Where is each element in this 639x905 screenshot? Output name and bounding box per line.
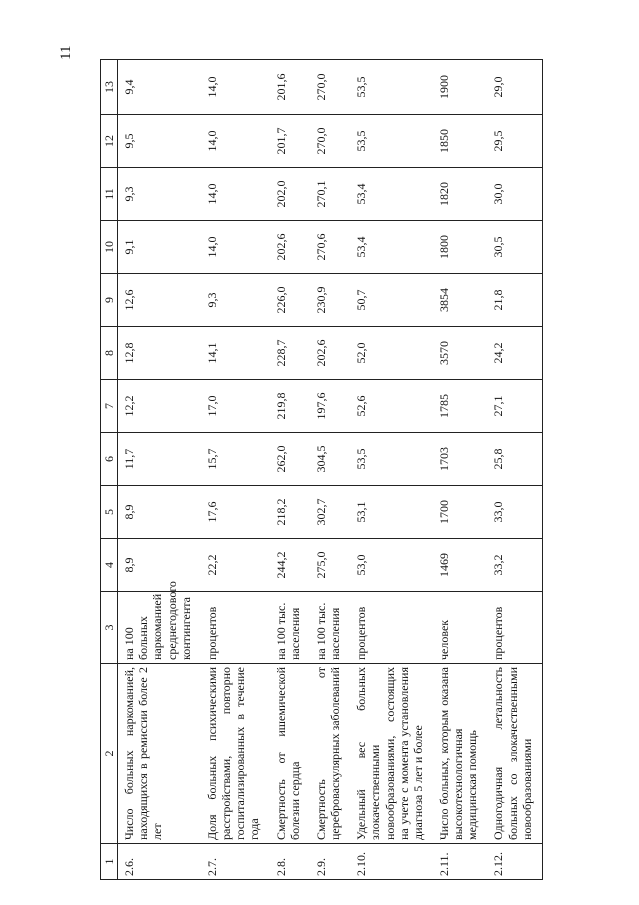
indicator-value: 12,2 bbox=[118, 380, 201, 433]
table-row bbox=[118, 60, 201, 880]
unit-of-measure: на 100 тыс. населения bbox=[270, 592, 310, 664]
unit-of-measure: на 100 тыс. населения bbox=[310, 592, 350, 664]
indicator-value: 25,8 bbox=[487, 433, 542, 486]
column-number-4: 4 bbox=[101, 539, 118, 592]
column-number-8: 8 bbox=[101, 327, 118, 380]
column-number-row bbox=[101, 60, 118, 880]
rotated-table-container bbox=[100, 60, 534, 880]
row-number: 2.9. bbox=[310, 844, 350, 880]
table-row bbox=[201, 60, 270, 880]
column-number-9: 9 bbox=[101, 274, 118, 327]
column-number-2: 2 bbox=[101, 664, 118, 844]
indicator-value: 219,8 bbox=[270, 380, 310, 433]
indicator-value: 52,0 bbox=[350, 327, 433, 380]
indicators-table bbox=[100, 59, 543, 880]
unit-of-measure: процентов bbox=[201, 592, 270, 664]
table-row bbox=[487, 60, 542, 880]
indicator-value: 27,1 bbox=[487, 380, 542, 433]
indicator-value: 197,6 bbox=[310, 380, 350, 433]
indicator-value: 1469 bbox=[433, 539, 487, 592]
unit-of-measure: процентов bbox=[350, 592, 433, 664]
indicator-value: 218,2 bbox=[270, 486, 310, 539]
indicator-value: 53,1 bbox=[350, 486, 433, 539]
indicator-value: 11,7 bbox=[118, 433, 201, 486]
indicator-value: 12,6 bbox=[118, 274, 201, 327]
indicator-value: 304,5 bbox=[310, 433, 350, 486]
unit-of-measure: процентов bbox=[487, 592, 542, 664]
indicator-value: 244,2 bbox=[270, 539, 310, 592]
table-row bbox=[310, 60, 350, 880]
table-row bbox=[433, 60, 487, 880]
indicator-value: 1800 bbox=[433, 221, 487, 274]
indicator-value: 1820 bbox=[433, 168, 487, 221]
indicator-value: 14,0 bbox=[201, 221, 270, 274]
indicator-value: 1700 bbox=[433, 486, 487, 539]
indicator-value: 202,0 bbox=[270, 168, 310, 221]
indicator-value: 33,0 bbox=[487, 486, 542, 539]
indicator-value: 29,5 bbox=[487, 115, 542, 168]
indicator-value: 9,1 bbox=[118, 221, 201, 274]
column-number-7: 7 bbox=[101, 380, 118, 433]
indicator-value: 24,2 bbox=[487, 327, 542, 380]
indicator-value: 3570 bbox=[433, 327, 487, 380]
column-number-6: 6 bbox=[101, 433, 118, 486]
row-number: 2.12. bbox=[487, 844, 542, 880]
indicator-value: 30,5 bbox=[487, 221, 542, 274]
indicator-value: 21,8 bbox=[487, 274, 542, 327]
unit-of-measure: человек bbox=[433, 592, 487, 664]
indicator-name: Одногодичная летальность больных со злокачественными новообразованиями bbox=[487, 664, 542, 844]
indicator-value: 270,0 bbox=[310, 115, 350, 168]
indicator-value: 3854 bbox=[433, 274, 487, 327]
indicator-value: 52,6 bbox=[350, 380, 433, 433]
indicator-value: 53,5 bbox=[350, 433, 433, 486]
column-number-11: 11 bbox=[101, 168, 118, 221]
indicator-name: Смертность от цереброваскулярных заболеваний bbox=[310, 664, 350, 844]
indicator-value: 12,8 bbox=[118, 327, 201, 380]
indicator-value: 14,0 bbox=[201, 115, 270, 168]
table-body bbox=[101, 60, 543, 880]
indicator-name: Удельный вес больных злокачественными новообразованиями, состоящих на учете с момента установления диагноза 5 лет и более bbox=[350, 664, 433, 844]
indicator-value: 50,7 bbox=[350, 274, 433, 327]
indicator-value: 9,3 bbox=[118, 168, 201, 221]
indicator-value: 202,6 bbox=[270, 221, 310, 274]
indicator-value: 9,3 bbox=[201, 274, 270, 327]
column-number-5: 5 bbox=[101, 486, 118, 539]
indicator-value: 53,0 bbox=[350, 539, 433, 592]
indicator-value: 17,0 bbox=[201, 380, 270, 433]
indicator-value: 22,2 bbox=[201, 539, 270, 592]
indicator-value: 29,0 bbox=[487, 60, 542, 115]
indicator-name: Доля больных психическими расстройствами, повторно госпитализированных в течение года bbox=[201, 664, 270, 844]
indicator-value: 53,4 bbox=[350, 168, 433, 221]
row-number: 2.8. bbox=[270, 844, 310, 880]
table-row bbox=[270, 60, 310, 880]
indicator-value: 14,0 bbox=[201, 60, 270, 115]
indicator-value: 1703 bbox=[433, 433, 487, 486]
indicator-value: 262,0 bbox=[270, 433, 310, 486]
column-number-13: 13 bbox=[101, 60, 118, 115]
indicator-value: 270,0 bbox=[310, 60, 350, 115]
indicator-value: 15,7 bbox=[201, 433, 270, 486]
indicator-value: 228,7 bbox=[270, 327, 310, 380]
indicator-value: 33,2 bbox=[487, 539, 542, 592]
row-number: 2.6. bbox=[118, 844, 201, 880]
indicator-value: 53,4 bbox=[350, 221, 433, 274]
indicator-value: 230,9 bbox=[310, 274, 350, 327]
indicator-value: 201,6 bbox=[270, 60, 310, 115]
indicator-value: 14,0 bbox=[201, 168, 270, 221]
indicator-value: 8,9 bbox=[118, 486, 201, 539]
page-number: 11 bbox=[58, 45, 74, 60]
indicator-value: 1850 bbox=[433, 115, 487, 168]
indicator-value: 17,6 bbox=[201, 486, 270, 539]
indicator-value: 302,7 bbox=[310, 486, 350, 539]
indicator-name: Число больных наркоманией, находящихся в ремиссии более 2 лет bbox=[118, 664, 201, 844]
indicator-value: 9,4 bbox=[118, 60, 201, 115]
indicator-value: 9,5 bbox=[118, 115, 201, 168]
row-number: 2.7. bbox=[201, 844, 270, 880]
indicator-value: 275,0 bbox=[310, 539, 350, 592]
column-number-3: 3 bbox=[101, 592, 118, 664]
indicator-name: Смертность от ишемической болезни сердца bbox=[270, 664, 310, 844]
indicator-value: 1785 bbox=[433, 380, 487, 433]
column-number-1: 1 bbox=[101, 844, 118, 880]
indicator-value: 53,5 bbox=[350, 115, 433, 168]
indicator-value: 8,9 bbox=[118, 539, 201, 592]
indicator-value: 201,7 bbox=[270, 115, 310, 168]
unit-of-measure: на 100 больных наркоманией среднегодового контингента bbox=[118, 592, 201, 664]
table-row bbox=[350, 60, 433, 880]
indicator-value: 226,0 bbox=[270, 274, 310, 327]
row-number: 2.11. bbox=[433, 844, 487, 880]
indicator-value: 53,5 bbox=[350, 60, 433, 115]
indicator-value: 270,6 bbox=[310, 221, 350, 274]
row-number: 2.10. bbox=[350, 844, 433, 880]
indicator-value: 30,0 bbox=[487, 168, 542, 221]
indicator-name: Число больных, которым оказана высокотехнологичная медицинская помощь bbox=[433, 664, 487, 844]
column-number-12: 12 bbox=[101, 115, 118, 168]
column-number-10: 10 bbox=[101, 221, 118, 274]
indicator-value: 14,1 bbox=[201, 327, 270, 380]
indicator-value: 1900 bbox=[433, 60, 487, 115]
indicator-value: 270,1 bbox=[310, 168, 350, 221]
indicator-value: 202,6 bbox=[310, 327, 350, 380]
